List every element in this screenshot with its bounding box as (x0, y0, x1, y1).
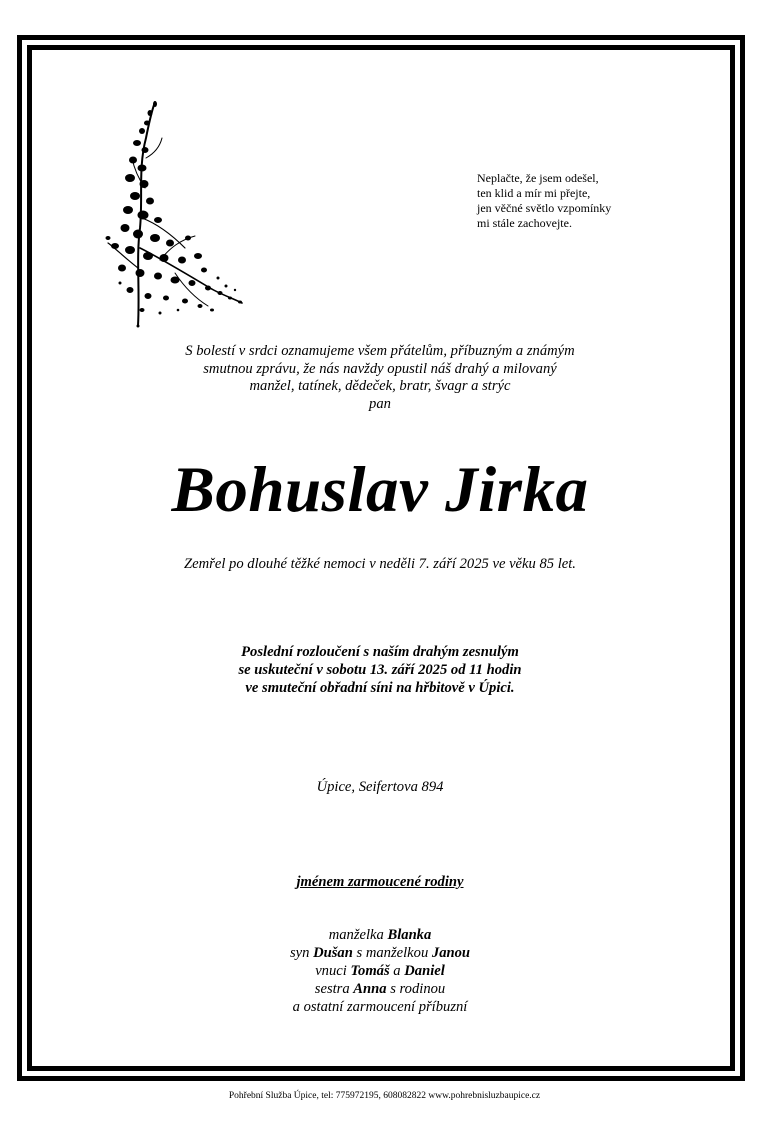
intro-line: S bolestí v srdci oznamujeme všem přátelům, příbuzným a známým (185, 343, 575, 359)
family-member (30, 944, 730, 962)
funeral-line: se uskuteční v sobotu 13. září 2025 od 11 hodin (238, 662, 522, 678)
poem-line: ten klid a mír mi přejte, (477, 186, 591, 200)
intro-line: smutnou zprávu, že nás navždy opustil náš drahý a milovaný (203, 360, 557, 377)
intro-line: pan (369, 395, 391, 412)
death-notice: Zemřel po dlouhé těžké nemoci v neděli 7. září 2025 ve věku 85 let. (184, 556, 576, 572)
family-member (30, 962, 730, 980)
poem-line: jen věčné světlo vzpomínky (477, 201, 612, 215)
member-name: Tomáš (350, 963, 390, 979)
address: Úpice, Seifertova 894 (316, 779, 444, 795)
relation: syn (289, 945, 314, 961)
poem-line: Neplačte, že jsem odešel, (477, 171, 599, 185)
family-member (30, 980, 730, 998)
relation: manželka (328, 927, 388, 943)
deceased-name: Bohuslav Jirka (171, 454, 589, 526)
poem-line: mi stále zachovejte. (477, 216, 572, 230)
footer-contact: Pohřební Služba Úpice, tel: 775972195, 608082822 www.pohrebnisluzbaupice.cz (228, 1091, 541, 1101)
announcement-intro (30, 343, 730, 413)
family-heading: jménem zarmoucené rodiny (296, 874, 464, 890)
flowering-branch-icon (100, 98, 250, 330)
family-member (30, 926, 730, 944)
relation: vnuci (315, 963, 351, 979)
family-list (30, 926, 730, 1016)
family-member (30, 998, 730, 1016)
intro-line: manžel, tatínek, dědeček, bratr, švagr a strýc (249, 378, 511, 395)
member-name: Janou (431, 945, 471, 961)
funeral-line: Poslední rozloučení s naším drahým zesnulým (241, 644, 519, 660)
relation: a ostatní zarmoucení příbuzní (292, 999, 468, 1015)
member-name: Dušan (313, 945, 353, 961)
relation-connector: a (389, 963, 405, 979)
member-name: Anna (353, 981, 387, 997)
member-name: Blanka (387, 927, 432, 943)
member-name: Daniel (404, 963, 445, 979)
relation: sestra (314, 981, 354, 997)
poem (477, 171, 677, 231)
funeral-line: ve smuteční obřadní síni na hřbitově v Úpici. (245, 680, 515, 696)
relation-connector: s manželkou (352, 945, 432, 961)
relation-connector: s rodinou (386, 981, 446, 997)
funeral-details (30, 643, 730, 697)
